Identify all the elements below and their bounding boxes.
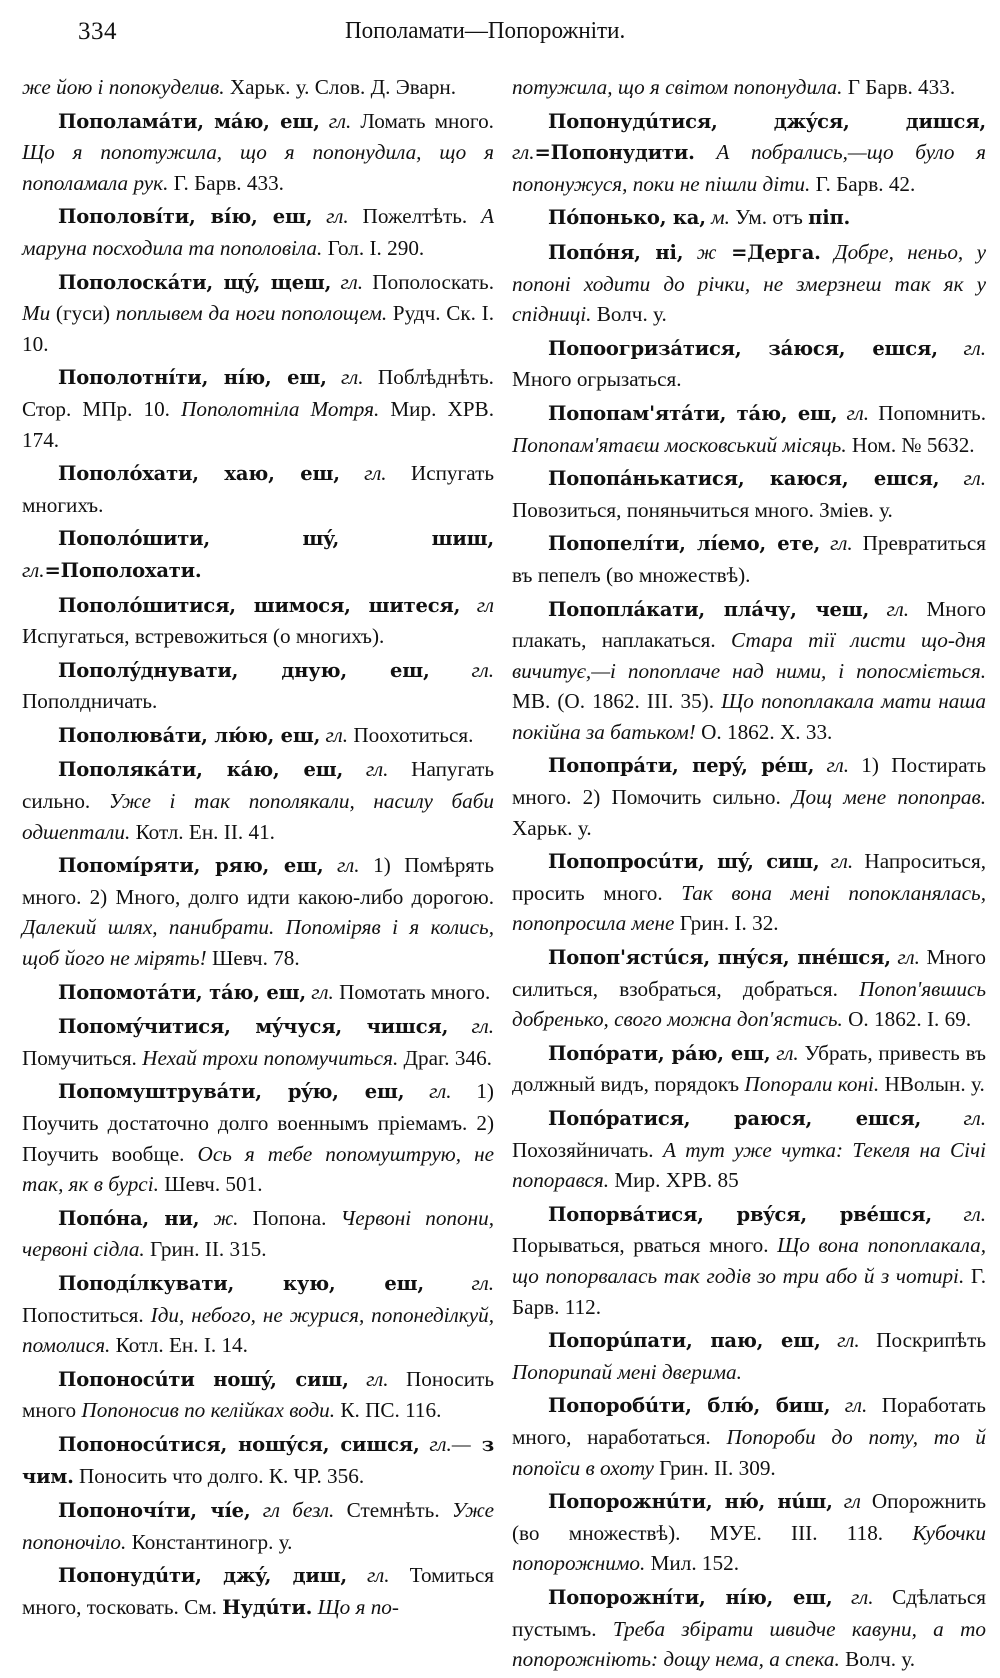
headword: Попóрати, рáю, еш,	[548, 1041, 771, 1065]
italic-text: Треба збірати швидче кавуни, а то попорожніють: дощу нема, а спека.	[512, 1616, 986, 1672]
definition-text: Драг. 346.	[398, 1045, 492, 1070]
dictionary-entry	[512, 1103, 986, 1196]
italic-text: Пополотніла Мотря.	[181, 396, 380, 421]
definition-text: Поохотиться.	[348, 722, 474, 747]
definition-text: Г. Барв. 433.	[168, 170, 284, 195]
headword: Попонудúти, джý, диш,	[58, 1564, 347, 1588]
italic-text: А побрались,—що було я попонужуся, поки не пішли діти.	[512, 140, 986, 196]
definition-text: Напугать сильно.	[22, 757, 494, 814]
italic-text: гл.	[323, 853, 360, 878]
definition-text: Похозяйничать.	[512, 1137, 663, 1162]
italic-text: Червоні попони, червоні сідла.	[22, 1205, 495, 1262]
headword: Пополювáти, лю́ю, еш,	[58, 723, 321, 747]
headword: Попоп'ястúся, пнýся, пнéшся,	[548, 946, 891, 970]
italic-text: гл.	[320, 722, 349, 747]
headword: Пóпонько, ка,	[548, 206, 706, 230]
italic-text: гл.	[423, 1270, 494, 1295]
headword: Попомотáти, тáю, еш,	[58, 980, 306, 1004]
italic-text: гл.	[348, 1366, 389, 1391]
italic-text: гл.	[343, 757, 389, 782]
headword: Попопрáти, перý, рéш,	[548, 754, 815, 778]
italic-text: Дощ мене попоправ.	[792, 785, 986, 810]
italic-text: гл.	[331, 269, 364, 294]
italic-text: гл.	[512, 140, 535, 165]
italic-text: м.	[705, 205, 730, 230]
headword: піп.	[808, 206, 851, 230]
dictionary-entry	[22, 590, 494, 652]
dictionary-entry	[22, 850, 494, 973]
definition-text: Пополдничать.	[22, 689, 158, 714]
italic-text: гл.	[819, 849, 854, 874]
dictionary-entry	[512, 333, 986, 395]
definition-text: 1) Поучить достаточно долго военнымъ пріемамъ. 2) Поучить вообще.	[22, 1079, 494, 1166]
headword: Попопелíти, лíемо, ете,	[548, 532, 821, 556]
italic-text: Далекий шлях, панибрати. Попоміряв і я колись, щоб його не мірять!	[22, 915, 494, 971]
headword: Попопросúти, шý, сиш,	[548, 850, 820, 874]
italic-text: А тут уже чутка: Текеля на Січі попорався.	[512, 1137, 987, 1193]
definition-text: Г. Барв. 112.	[512, 1263, 986, 1319]
italic-text: Попорали коні.	[744, 1072, 880, 1097]
dictionary-entry	[512, 237, 986, 330]
definition-text: Грин. II. 309.	[653, 1455, 776, 1480]
definition-text: Рудч. Ск. I. 10.	[22, 301, 494, 356]
dictionary-entry	[512, 846, 986, 939]
definition-text: 1) Помѣрять много. 2) Много, долго идти какою-либо дорогою.	[22, 853, 494, 909]
italic-text: гл.	[429, 657, 494, 682]
italic-text: гл.	[404, 1079, 452, 1104]
dictionary-entry	[22, 201, 494, 263]
definition-text: Убрать, привесть въ должный видъ, порядокъ	[512, 1040, 986, 1097]
headword: Пополовíти, вíю, еш,	[58, 205, 313, 229]
dictionary-entry	[22, 720, 494, 752]
dictionary-entry	[22, 523, 494, 586]
dictionary-entry	[22, 1429, 494, 1492]
dictionary-entry	[22, 1364, 494, 1426]
definition-text: Много огрызаться.	[512, 367, 682, 392]
italic-text: гл.	[22, 557, 45, 582]
dictionary-entry	[22, 977, 494, 1009]
italic-text: гл.	[814, 753, 850, 778]
definition-text: Грин. I. 32.	[674, 911, 779, 936]
dictionary-entry	[512, 942, 986, 1035]
definition-text: Мир. ХРВ. 174.	[22, 396, 494, 452]
italic-text: гл.	[921, 1106, 986, 1130]
italic-text: Іди, небого, не журися, попонеділкуй, помолися.	[22, 1302, 494, 1358]
right-column	[512, 72, 986, 1678]
italic-text: же йою і попокуделив.	[22, 75, 225, 99]
definition-text: Гол. I. 290.	[322, 235, 425, 260]
headword: Попорвáтися, рвýся, рвéшся,	[548, 1202, 932, 1226]
headword: Пополýднувати, дную, еш,	[58, 658, 430, 682]
italic-text: поплывем да ноги пополощем.	[115, 301, 388, 326]
italic-text: гл.	[869, 596, 910, 621]
italic-text: гл безл.	[250, 1498, 335, 1523]
italic-text: гл.	[339, 461, 387, 486]
definition-text: Харьк. у.	[512, 815, 592, 840]
definition-text: Томиться много, тосковать. См.	[22, 1563, 494, 1619]
italic-text: Попоп'явшись добренько, свого можна доп'ястись.	[512, 976, 986, 1032]
headword: Пополóхати, хаю, еш,	[58, 462, 340, 486]
italic-text: гл.	[305, 979, 334, 1004]
definition-text: Опорожнить (во множествѣ). МУЕ. III. 118.	[512, 1489, 986, 1545]
definition-text: Порываться, рваться много.	[512, 1233, 778, 1258]
italic-text: Попопам'ятаєш московський місяць.	[512, 432, 847, 457]
dictionary-entry	[22, 1076, 494, 1199]
italic-text: А маруна посходила та пополовіла.	[22, 204, 495, 260]
definition-text: Грин. II. 315.	[144, 1237, 267, 1262]
definition-text: Попоститься.	[22, 1302, 151, 1327]
dictionary-entry	[22, 1268, 494, 1361]
italic-text: Що попоплакала мати наша покійна за батьком!	[512, 689, 986, 744]
definition-text: Константиногр. у.	[126, 1529, 293, 1554]
italic-text: гл.	[347, 1563, 390, 1588]
definition-text: Стемнѣть.	[334, 1498, 452, 1523]
dictionary-entry	[22, 106, 494, 199]
definition-text: О. 1862. X. 33.	[695, 719, 833, 744]
dictionary-entry	[512, 1582, 986, 1675]
headword: Попопáнькатися, каюся, ешся,	[548, 467, 940, 491]
headword: Пополотнíти, нíю, еш,	[58, 366, 327, 390]
definition-text: Котл. Ен. I. 14.	[110, 1333, 248, 1358]
italic-text: гл.	[312, 204, 349, 229]
headword: Пополóшити, шý, шиш,	[58, 527, 494, 551]
definition-text: Испугаться, встревожиться (о многихъ).	[22, 624, 385, 649]
italic-text: гл.	[820, 1328, 860, 1353]
dictionary-entry	[22, 754, 494, 847]
headword: Попомуштрувáти, рýю, еш,	[58, 1080, 405, 1104]
definition-text: Поскрипѣть	[859, 1328, 986, 1353]
italic-text: Уже і так пополякали, насилу баби одшептали.	[22, 789, 494, 844]
italic-text: ж	[683, 239, 717, 264]
dictionary-entry	[512, 1390, 986, 1483]
italic-text: Кубочки попорожнимо.	[512, 1520, 986, 1576]
italic-text: гл.	[939, 466, 986, 491]
definition-text: Напроситься, просить много.	[512, 849, 987, 905]
running-title: Пополамати—Попорожніти.	[345, 18, 626, 44]
italic-text: Що вона попоплакала, що попорвалась так годів зо три або й з чотирі.	[512, 1233, 987, 1288]
dictionary-entry	[512, 594, 986, 748]
italic-text: Добре, неньо, у попоні ходити до річки, не змерзнеш так як у спідниці.	[512, 239, 986, 327]
definition-text: НВолын. у.	[879, 1072, 985, 1097]
italic-text: Нехай трохи попомучиться.	[142, 1045, 399, 1070]
headword: Попоплáкати, плáчу, чеш,	[548, 597, 870, 621]
headword: Пополякáти, кáю, еш,	[58, 758, 344, 782]
headword: Поподíлкувати, кую, еш,	[58, 1271, 424, 1295]
dictionary-entry	[512, 202, 986, 234]
dictionary-entry	[512, 750, 986, 843]
headword: Нудúти.	[222, 1595, 313, 1619]
dictionary-entry	[22, 458, 494, 520]
definition-text: Пожелтѣть.	[348, 204, 482, 229]
headword: Попонудúтися, джýся, дишся,	[548, 109, 986, 133]
definition-text: Ломать много.	[351, 108, 494, 133]
definition-text: Мир. ХРВ. 85	[609, 1168, 739, 1193]
dictionary-entry	[512, 528, 986, 590]
definition-text: Попона.	[238, 1205, 341, 1230]
headword: Попомíряти, ряю, еш,	[58, 854, 324, 878]
definition-text: Г. Барв. 42.	[810, 171, 916, 196]
definition-text: Котл. Ен. II. 41.	[130, 819, 275, 844]
dictionary-entry	[512, 398, 986, 460]
headword: Попорожнíти, нíю, еш,	[548, 1585, 833, 1609]
italic-text: гл	[460, 592, 494, 617]
definition-text: О. 1862. I. 69.	[842, 1007, 972, 1032]
italic-text: Так вона мені попокланялась, попопросила мене	[512, 880, 986, 936]
italic-text: Ось я тебе попомуштрую, не так, як в бурсі.	[22, 1141, 494, 1197]
dictionary-entry	[22, 1203, 494, 1265]
definition-text: Волч. у.	[591, 302, 667, 327]
definition-text: Шевч. 501.	[158, 1172, 263, 1197]
definition-text: Превратиться въ пепелъ (во множествѣ).	[512, 531, 986, 587]
definition-text: Шевч. 78.	[206, 946, 300, 971]
headword: Попóратися, раюся, ешся,	[548, 1107, 922, 1130]
italic-text: гл.	[448, 1014, 494, 1039]
italic-text: потужила, що я світом попонудила.	[512, 75, 843, 99]
definition-text: Много плакать, наплакаться.	[512, 596, 986, 653]
headword: Попомýчитися, мýчуся, чишся,	[58, 1015, 449, 1039]
headword: Пополóшитися, шимося, шитеся,	[58, 593, 461, 617]
left-column	[22, 72, 494, 1627]
italic-text: Стара тії листи що-дня вичитує,—і попоплаче над ними, і попосміється.	[512, 628, 986, 683]
italic-text: Що я попотужила, що я попонудила, що я пополамала рук.	[22, 140, 494, 195]
definition-text: Помучиться.	[22, 1045, 143, 1070]
dictionary-entry	[512, 106, 986, 200]
headword: =Пополохати.	[44, 558, 202, 582]
italic-text: гл.—	[419, 1431, 471, 1456]
dictionary-entry	[22, 655, 494, 717]
headword: Попоносúти ношý, сиш,	[58, 1367, 349, 1391]
italic-text: гл.	[319, 108, 352, 133]
headword: Попоносúтися, ношýся, сишся,	[58, 1432, 420, 1456]
dictionary-entry	[512, 1038, 986, 1100]
entry-continuation	[22, 72, 494, 103]
headword: =Попонудити.	[534, 141, 695, 165]
headword: Попоогризáтися, зáюся, ешся,	[548, 336, 938, 360]
definition-text: Ном. № 5632.	[846, 432, 975, 457]
dictionary-entry	[512, 1325, 986, 1387]
definition-text: Волч. у.	[839, 1647, 916, 1672]
italic-text: Уже попоночіло.	[22, 1498, 494, 1554]
headword: Попóна, ни,	[58, 1206, 200, 1230]
page-header	[0, 14, 1000, 50]
italic-text: ж.	[199, 1205, 239, 1230]
headword: Попорúпати, паю, еш,	[548, 1329, 821, 1353]
definition-text: Испугать многихъ.	[22, 461, 494, 517]
definition-text: Поносить много	[22, 1366, 494, 1423]
dictionary-entry	[22, 267, 494, 360]
definition-text: Поработать много, наработаться.	[512, 1393, 986, 1449]
definition-text: Поносить что долго. К. ЧР. 356.	[73, 1463, 365, 1488]
italic-text: гл.	[890, 945, 920, 970]
definition-text: Помотать много.	[333, 979, 491, 1004]
italic-text: гл.	[832, 1584, 874, 1609]
italic-text: гл.	[937, 335, 986, 360]
dictionary-entry	[512, 463, 986, 525]
dictionary-entry	[22, 1011, 494, 1073]
italic-text: гл.	[830, 1393, 868, 1418]
italic-text: Попорипай мені дверима.	[512, 1359, 742, 1384]
dictionary-entry	[512, 1486, 986, 1579]
page-number: 334	[78, 18, 117, 45]
entry-continuation	[512, 72, 986, 103]
definition-text: Сдѣлаться пустымъ.	[512, 1584, 986, 1641]
headword: Пополоскáти, щý, щеш,	[58, 270, 332, 294]
italic-text: гл	[832, 1489, 861, 1514]
italic-text: Попоносив по келійках води.	[81, 1398, 336, 1423]
definition-text: Пополоскать.	[363, 269, 494, 294]
italic-text: гл.	[770, 1040, 799, 1065]
italic-text: Ми	[22, 301, 51, 326]
italic-text: Що я по-	[312, 1594, 399, 1619]
headword: Пополамáти, мáю, еш,	[58, 109, 320, 133]
definition-text: Харьк. у. Слов. Д. Эварн.	[224, 75, 457, 99]
definition-text: Много силиться, взобраться, добраться.	[512, 945, 987, 1001]
headword: Попоробúти, блю́, биш,	[548, 1394, 831, 1418]
headword: Попóня, ні,	[548, 240, 684, 264]
italic-text: гл.	[837, 400, 870, 425]
dictionary-entry	[512, 1199, 986, 1322]
headword: Попопам'ятáти, тáю, еш,	[548, 401, 838, 425]
definition-text: МВ. (О. 1862. III. 35).	[512, 689, 722, 714]
definition-text: Поблѣднѣть. Стор. МПр. 10.	[22, 365, 494, 421]
definition-text: (гуси)	[50, 301, 116, 326]
headword: Попорожнúти, ню́, нúш,	[548, 1490, 833, 1514]
dictionary-entry	[22, 362, 494, 455]
headword: =Дерга.	[716, 240, 821, 264]
definition-text: Ум. отъ	[729, 205, 809, 230]
definition-text: Мил. 152.	[645, 1551, 739, 1576]
italic-text: Попороби до поту, то й попоїси в охоту	[512, 1424, 986, 1480]
definition-text: К. ПС. 116.	[335, 1398, 442, 1423]
headword: з чим.	[22, 1432, 494, 1488]
definition-text: Повозиться, поняньчиться много. Зміев. у.	[512, 497, 893, 522]
headword: Попоночíти, чíе,	[58, 1499, 251, 1523]
dictionary-entry	[22, 1560, 494, 1623]
definition-text: 1) Постирать много. 2) Помочить сильно.	[512, 753, 986, 810]
definition-text: Г Барв. 433.	[842, 75, 956, 99]
definition-text: Попомнить.	[869, 400, 986, 425]
italic-text: гл.	[931, 1201, 986, 1226]
italic-text: гл.	[820, 531, 853, 556]
italic-text: гл.	[326, 365, 364, 390]
